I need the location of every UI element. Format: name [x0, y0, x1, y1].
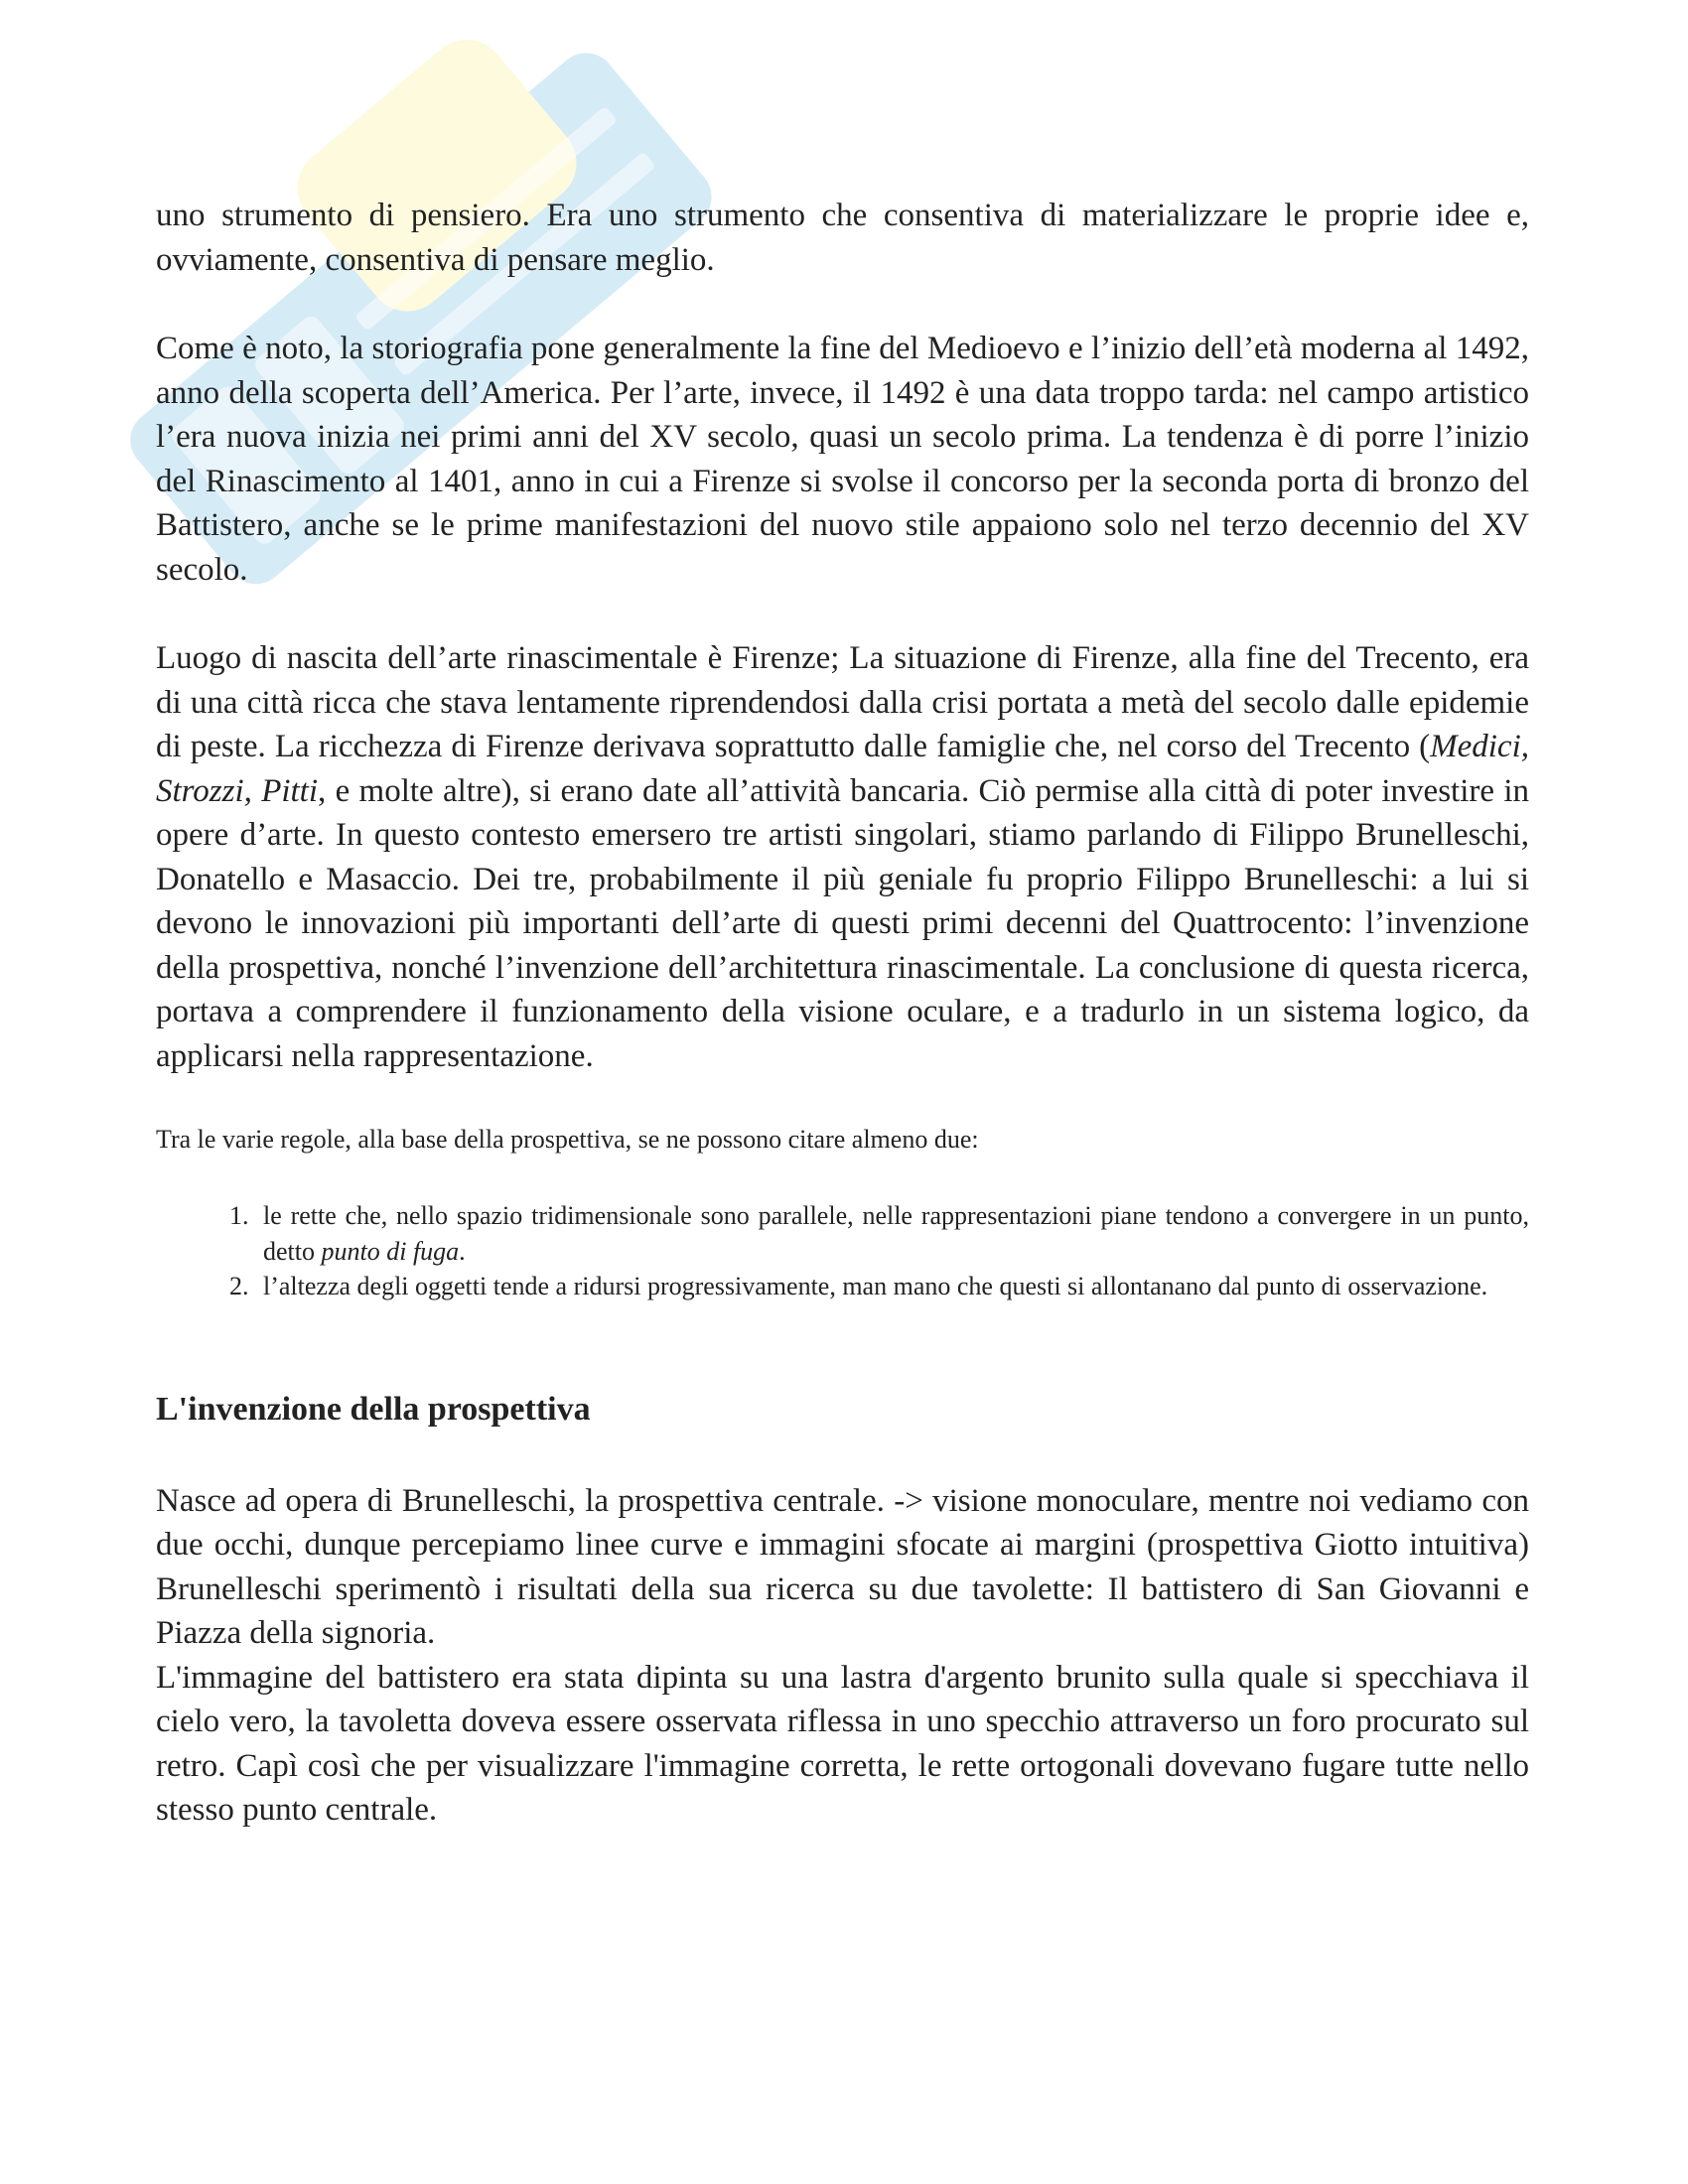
rule-item-2: 2. l’altezza degli oggetti tende a ridursi progressivamente, man mano che questi si allontanano dal punto di osservazione.	[255, 1269, 1529, 1304]
section-paragraph-1: Nasce ad opera di Brunelleschi, la prospettiva centrale. -> visione monoculare, mentre noi vediamo con due occhi, dunque percepiamo linee curve e immagini sfocate ai margini (prospettiva Giotto intuitiva) Brunelleschi sperimentò i risultati della sua ricerca su due tavolette: Il battistero di San Giovanni e Piazza della signoria.	[156, 1482, 1529, 1651]
rule-1-italic-term: punto di fuga	[321, 1236, 460, 1266]
paragraph-florence	[156, 636, 1529, 1078]
rule-1-text-end: .	[459, 1236, 466, 1266]
paragraph-historiography: Come è noto, la storiografia pone generalmente la fine del Medioevo e l’inizio dell’età moderna al 1492, anno della scoperta dell’America. Per l’arte, invece, il 1492 è una data troppo tarda: nel campo artistico l’era nuova inizia nei primi anni del XV secolo, quasi un secolo prima. La tendenza è di porre l’inizio del Rinascimento al 1401, anno in cui a Firenze si svolse il concorso per la seconda porta di bronzo del Battistero, anche se le prime manifestazioni del nuovo stile appaiono solo nel terzo decennio del XV secolo.	[156, 331, 1529, 588]
paragraph-intro-continuation: uno strumento di pensiero. Era uno strumento che consentiva di materializzare le proprie idee e, ovviamente, consentiva di pensare meglio.	[156, 198, 1529, 278]
rule-item-1	[255, 1198, 1529, 1269]
rule-1-text-start: le rette che, nello spazio tridimensionale sono parallele, nelle rappresentazioni piane tendono a convergere in un punto, detto	[263, 1201, 1529, 1266]
perspective-rules-list	[156, 1198, 1529, 1304]
florence-text-start: Luogo di nascita dell’arte rinascimentale è Firenze; La situazione di Firenze, alla fine del Trecento, era di una città ricca che stava lentamente riprendendosi dalla crisi portata a metà del secolo dalle epidemie di peste. La ricchezza di Firenze derivava soprattutto dalle famiglie che, nel corso del Trecento (	[156, 640, 1529, 764]
document-page	[156, 194, 1529, 1833]
rules-intro: Tra le varie regole, alla base della prospettiva, se ne possono citare almeno due:	[156, 1125, 979, 1154]
florence-text-end: , e molte altre), si erano date all’attività bancaria. Ciò permise alla città di poter investire in opere d’arte. In questo contesto emersero tre artisti singolari, stiamo parlando di Filippo Brunelleschi, Donatello e Masaccio. Dei tre, probabilmente il più geniale fu proprio Filippo Brunelleschi: a lui si devono le innovazioni più importanti dell’arte di questi primi decenni del Quattrocento: l’invenzione della prospettiva, nonché l’invenzione dell’architettura rinascimentale. La conclusione di questa ricerca, portava a comprendere il funzionamento della visione oculare, e a tradurlo in un sistema logico, da applicarsi nella rappresentazione.	[156, 772, 1529, 1074]
section-paragraph-2: L'immagine del battistero era stata dipinta su una lastra d'argento brunito sulla quale si specchiava il cielo vero, la tavoletta doveva essere osservata riflessa in uno specchio attraverso un foro procurato sul retro. Capì così che per visualizzare l'immagine corretta, le rette ortogonali dovevano fugare tutte nello stesso punto centrale.	[156, 1659, 1529, 1828]
section-heading: L'invenzione della prospettiva	[156, 1390, 591, 1428]
families-italic: Medici, Strozzi, Pitti	[156, 729, 1529, 809]
